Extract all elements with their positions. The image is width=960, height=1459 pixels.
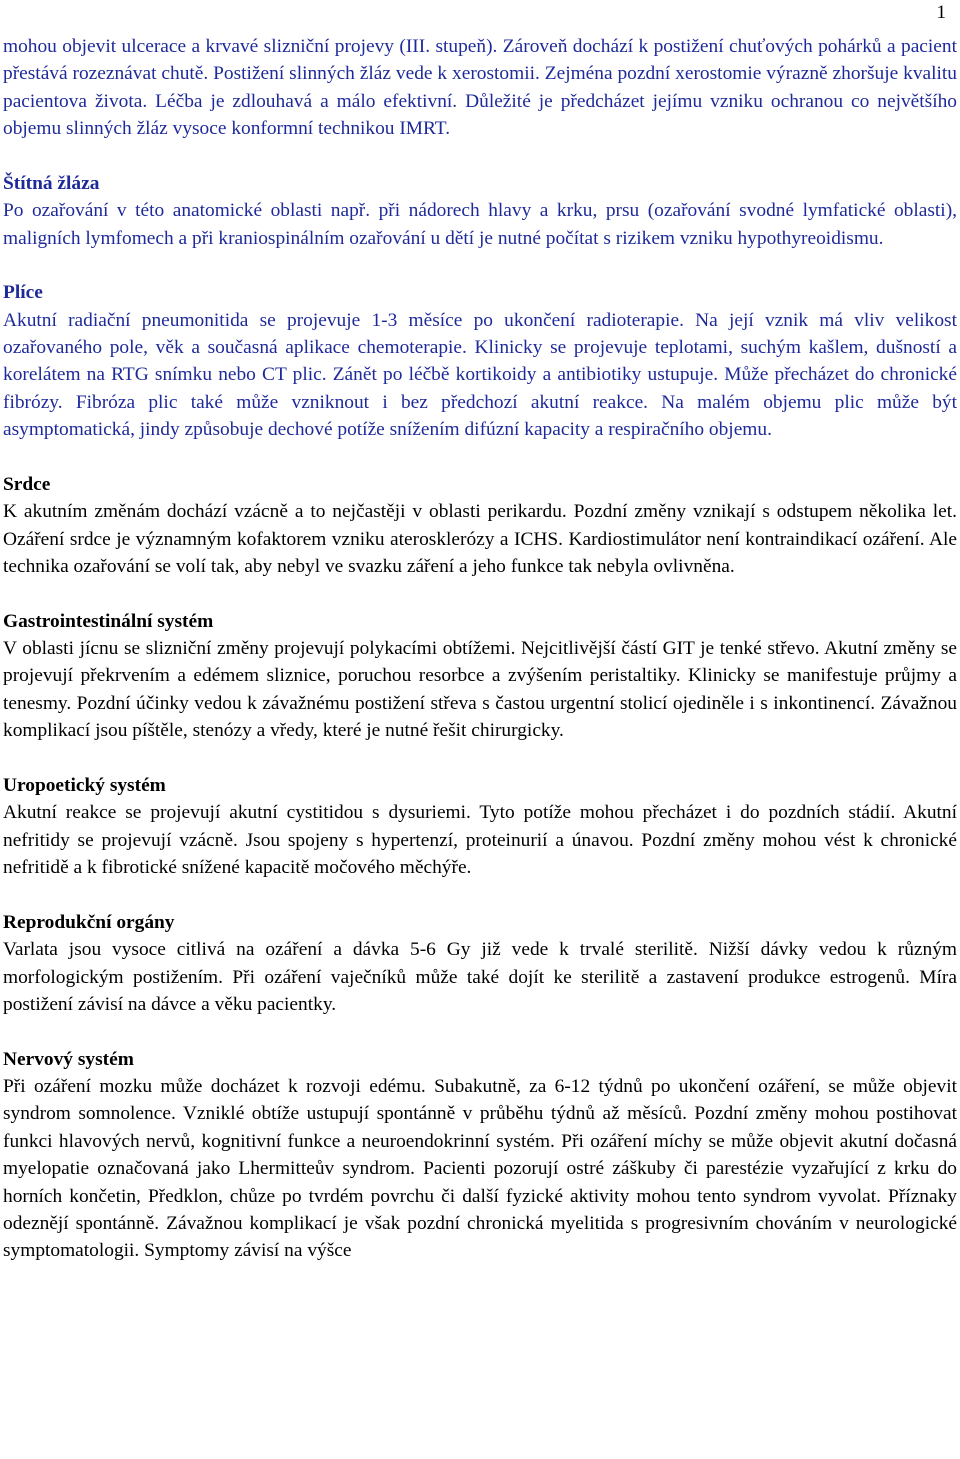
section-thyroid [3,170,957,252]
document-body [3,33,957,1265]
section-paragraph: Po ozařování v této anatomické oblasti např. při nádorech hlavy a krku, prsu (ozařování svodné lymfatické oblasti), maligních lymfomech a při kraniospinálním ozařování u dětí je nutné počítat s rizikem vzniku hypothyreoidismu. [3,200,957,249]
section-urinary [3,772,957,882]
section-heading: Uropoetický systém [3,774,166,796]
section-paragraph: K akutním změnám dochází vzácně a to nejčastěji v oblasti perikardu. Pozdní změny vznikají s odstupem několika let. Ozáření srdce je významným kofaktorem vzniku aterosklerózy a ICHS. Kardiostimulátor není kontraindikací ozáření. Ale technika ozařování se volí tak, aby nebyl ve svazku záření a jeho funkce tak nebyla ovlivněna. [3,501,957,578]
section-heart [3,471,957,581]
page-number: 1 [936,2,946,23]
section-heading: Reprodukční orgány [3,911,175,933]
section-heading: Gastrointestinální systém [3,610,214,632]
section-gastrointestinal [3,608,957,745]
section-paragraph: Akutní reakce se projevují akutní cystitidou s dysuriemi. Tyto potíže mohou přecházet i do pozdních stádií. Akutní nefritidy se projevují vzácně. Jsou spojeny s hypertenzí, proteinurií a únavou. Pozdní změny mohou vést k chronické nefritidě a k fibrotické snížené kapacitě močového měchýře. [3,802,957,879]
section-paragraph: Akutní radiační pneumonitida se projevuje 1-3 měsíce po ukončení radioterapie. Na její vznik má vliv velikost ozařovaného pole, věk a současná aplikace chemoterapie. Klinicky se projevuje teplotami, suchým kašlem, dušností a korelátem na RTG snímku nebo CT plic. Zánět po léčbě kortikoidy a antibiotiky ustupuje. Může přecházet do chronické fibrózy. Fibróza plic také může vzniknout i bez předchozí akutní reakce. Na malém objemu plic může být asymptomatická, jindy způsobuje dechové potíže snížením difúzní kapacity a respiračního objemu. [3,309,957,441]
section-lungs [3,279,957,443]
section-heading: Srdce [3,473,51,495]
section-paragraph: Při ozáření mozku může docházet k rozvoji edému. Subakutně, za 6-12 týdnů po ukončení ozáření, se může objevit syndrom somnolence. Vzniklé obtíže ustupují spontánně v průběhu týdnů až měsíců. Pozdní změny mohou postihovat funkci hlavových nervů, kognitivní funkce a neuroendokrinní systém. Při ozáření míchy se může objevit akutní dočasná myelopatie označovaná jako Lhermitteův syndrom. Pacienti pozorují ostré záškuby či parestézie vyzařující z krku do horních končetin, Předklon, chůze po tvrdém povrchu či další fyzické aktivity mohou tento syndrom vyvolat. Příznaky odeznějí spontánně. Závažnou komplikací je však pozdní chronická myelitida s progresivním chováním v neurologické symptomatologii. Symptomy závisí na výšce [3,1075,957,1262]
intro-paragraph: mohou objevit ulcerace a krvavé slizniční projevy (III. stupeň). Zároveň dochází k postižení chuťových pohárků a pacient přestává rozeznávat chutě. Postižení slinných žláz vede k xerostomii. Zejména pozdní xerostomie výrazně zhoršuje kvalitu pacientova života. Léčba je zdlouhavá a málo efektivní. Důležité je předcházet jejímu vzniku ochranou co největšího objemu slinných žláz vysoce konformní technikou IMRT. [3,36,957,140]
section-heading: Nervový systém [3,1048,134,1070]
section-heading: Štítná žláza [3,172,100,194]
section-paragraph: V oblasti jícnu se slizniční změny projevují polykacími obtížemi. Nejcitlivější částí GIT je tenké střevo. Akutní změny se projevují překrvením a edémem sliznice, poruchou resorbce a zvýšením peristaltiky. Klinicky se manifestuje průjmy a tenesmy. Pozdní účinky vedou k závažnému postižení střeva s častou urgentní stolicí ojediněle i s inkontinencí. Závažnou komplikací jsou píštěle, stenózy a vředy, které je nutné řešit chirurgicky. [3,638,957,742]
section-nervous [3,1046,957,1265]
section-heading: Plíce [3,282,43,304]
section-reproductive [3,909,957,1019]
section-paragraph: Varlata jsou vysoce citlivá na ozáření a dávka 5-6 Gy již vede k trvalé sterilitě. Nižší dávky vedou k různým morfologickým postižením. Při ozáření vaječníků může také dojít ke sterilitě a zastavení produkce estrogenů. Míra postižení závisí na dávce a věku pacientky. [3,939,957,1015]
